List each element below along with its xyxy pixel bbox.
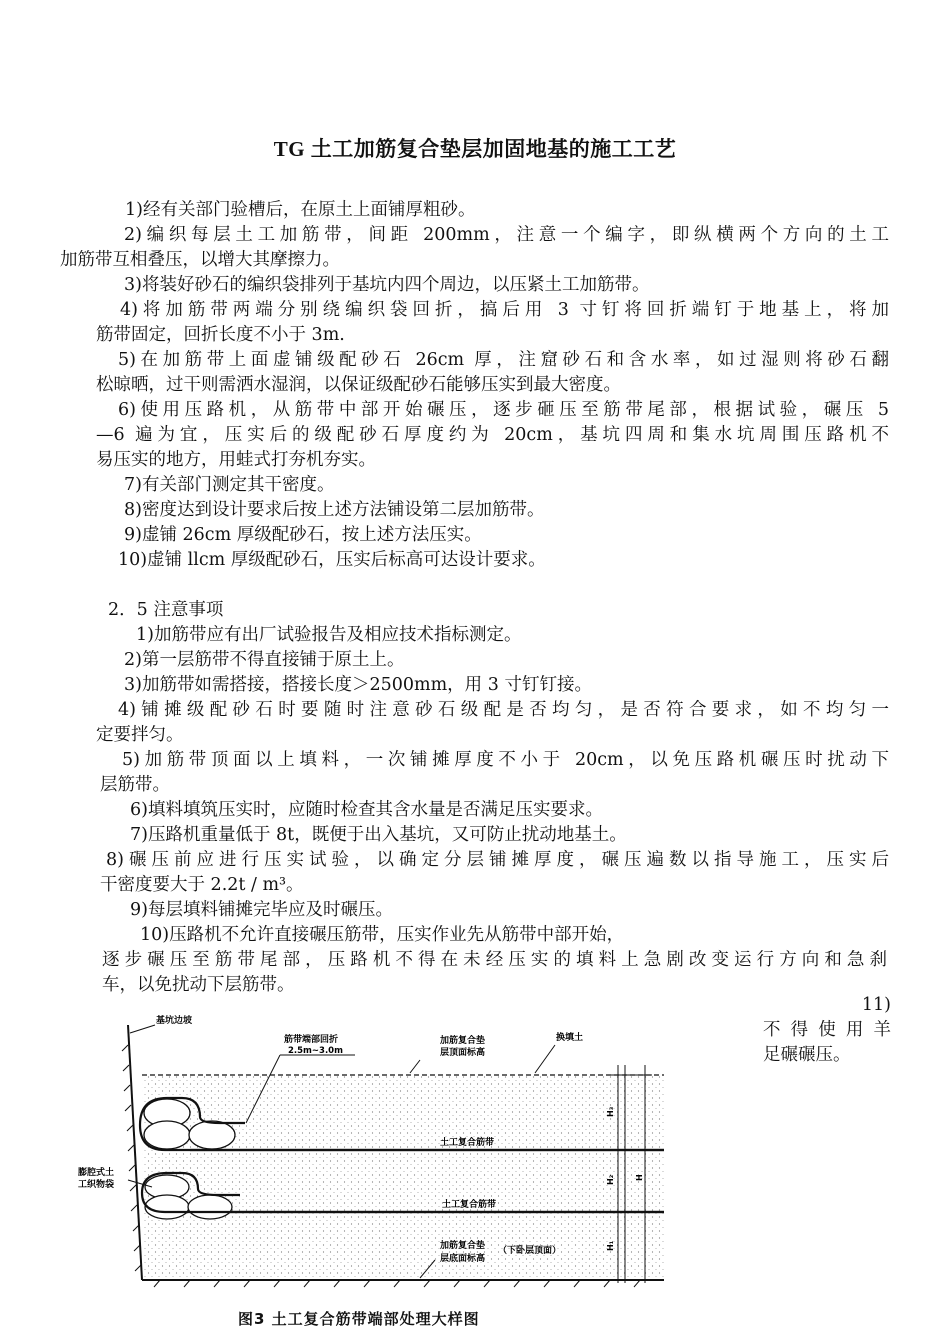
leader-top-elev: [410, 1060, 420, 1073]
label-h3: H₃: [606, 1106, 615, 1117]
note-2: 2)第一层筋带不得直接铺于原土上。: [124, 650, 405, 670]
step-6-cont-1: —6 遍为宜，压实后的级配砂石厚度约为 20cm，基坑四周和集水坑周围压路机不: [96, 425, 889, 445]
note-6: 6)填料填筑压实时，应随时检查其含水量是否满足压实要求。: [130, 800, 603, 820]
note-8-cont: 干密度要大于 2.2t / m³。: [100, 875, 304, 895]
label-backfill: 换填土: [556, 1033, 584, 1043]
step-9: 9)虚铺 26cm 厚级配砂石，按上述方法压实。: [124, 525, 482, 545]
note-4-cont: 定要拌匀。: [96, 725, 184, 745]
label-bag-1: 膨腔式土: [78, 1168, 115, 1178]
pit-slope-line: [128, 1025, 142, 1280]
step-1: 1)经有关部门验槽后，在原土上面铺厚粗砂。: [125, 200, 476, 220]
step-7: 7)有关部门测定其干密度。: [124, 475, 335, 495]
note-4: 4)铺摊级配砂石时要随时注意砂石级配是否均匀，是否符合要求，如不均匀一: [118, 700, 889, 720]
bottom-hatch: [154, 1280, 640, 1287]
step-10: 10)虚铺 llcm 厚级配砂石，压实后标高可达设计要求。: [118, 550, 546, 570]
note-8: 8)碾压前应进行压实试验，以确定分层铺摊厚度，碾压遍数以指导施工，压实后: [106, 850, 889, 870]
step-2-cont: 加筋带互相叠压，以增大其摩擦力。: [60, 250, 340, 270]
label-bottom-elev-1: 加筋复合垫: [440, 1241, 486, 1251]
step-6: 6)使用压路机，从筋带中部开始碾压，逐步砸压至筋带尾部，根据试验，碾压 5: [118, 400, 889, 420]
label-bag-2: 工织物袋: [78, 1180, 115, 1190]
label-belt-1: 土工复合筋带: [440, 1138, 495, 1148]
note-1: 1)加筋带应有出厂试验报告及相应技术指标测定。: [136, 625, 522, 645]
leader-backfill: [535, 1045, 555, 1073]
step-2: 2)编织每层土工加筋带，间距 200mm，注意一个编字，即纵横两个方向的土工: [124, 225, 889, 245]
note-3: 3)加筋带如需搭接，搭接长度＞2500mm，用 3 寸钉钉接。: [124, 675, 592, 695]
note-10: 10)压路机不允许直接碾压筋带，压实作业先从筋带中部开始，: [140, 925, 625, 945]
step-3: 3)将装好砂石的编织袋排列于基坑内四个周边，以压紧土工加筋带。: [124, 275, 650, 295]
step-5: 5)在加筋带上面虚铺级配砂石 26cm 厚，注窟砂石和含水率，如过湿则将砂石翻: [118, 350, 889, 370]
label-bottom-elev-2: 层底面标高: [440, 1254, 486, 1264]
page-title: TG 土工加筋复合垫层加固地基的施工工艺: [273, 137, 677, 161]
figure-caption: 图3 土工复合筋带端部处理大样图: [238, 1310, 480, 1328]
label-fold-len: 2.5m~3.0m: [288, 1046, 343, 1056]
note-10-cont-2: 车，以免扰动下层筋带。: [102, 975, 295, 995]
label-h: H: [635, 1174, 644, 1181]
note-5-cont: 层筋带。: [100, 775, 170, 795]
side-note: [763, 993, 891, 1068]
label-top-elev-2: 层顶面标高: [440, 1048, 486, 1058]
step-8: 8)密度达到设计要求后按上述方法铺设第二层加筋带。: [124, 500, 545, 520]
label-belt-2: 土工复合筋带: [442, 1200, 497, 1210]
label-h2: H₂: [606, 1174, 615, 1185]
step-4: 4)将加筋带两端分别绕编织袋回折，搞后用 3 寸钉将回折端钉于地基上，将加: [120, 300, 889, 320]
figure-diagram: [70, 1005, 670, 1305]
side-note-number: 11): [861, 995, 891, 1015]
fill-layer-bottom: [142, 1212, 664, 1280]
label-top-elev-1: 加筋复合垫: [440, 1036, 486, 1046]
note-5: 5)加筋带顶面以上填料，一次铺摊厚度不小于 20cm，以免压路机碾压时扰动下: [122, 750, 889, 770]
leader-pit-edge: [130, 1025, 155, 1033]
label-h1: H₁: [606, 1240, 615, 1251]
label-lower-top: （下卧层顶面）: [498, 1246, 562, 1256]
note-7: 7)压路机重量低于 8t，既便于出入基坑，又可防止扰动地基土。: [130, 825, 627, 845]
label-pit-edge: 基坑边坡: [156, 1016, 193, 1026]
side-note-line-1: 不得使用羊: [763, 1020, 891, 1040]
note-10-cont-1: 逐步碾压至筋带尾部，压路机不得在未经压实的填料上急剧改变运行方向和急刹: [102, 950, 887, 970]
note-9: 9)每层填料铺摊完毕应及时碾压。: [130, 900, 393, 920]
notes-heading: 2．5 注意事项: [108, 600, 224, 620]
step-4-cont: 筋带固定，回折长度不小于 3m.: [96, 325, 345, 345]
side-note-line-2: 足碾碾压。: [763, 1045, 851, 1065]
step-5-cont: 松晾晒，过干则需洒水湿润，以保证级配砂石能够压实到最大密度。: [96, 375, 621, 395]
step-6-cont-2: 易压实的地方，用蛙式打夯机夯实。: [96, 450, 376, 470]
label-fold-end: 筋带端部回折: [284, 1035, 339, 1045]
